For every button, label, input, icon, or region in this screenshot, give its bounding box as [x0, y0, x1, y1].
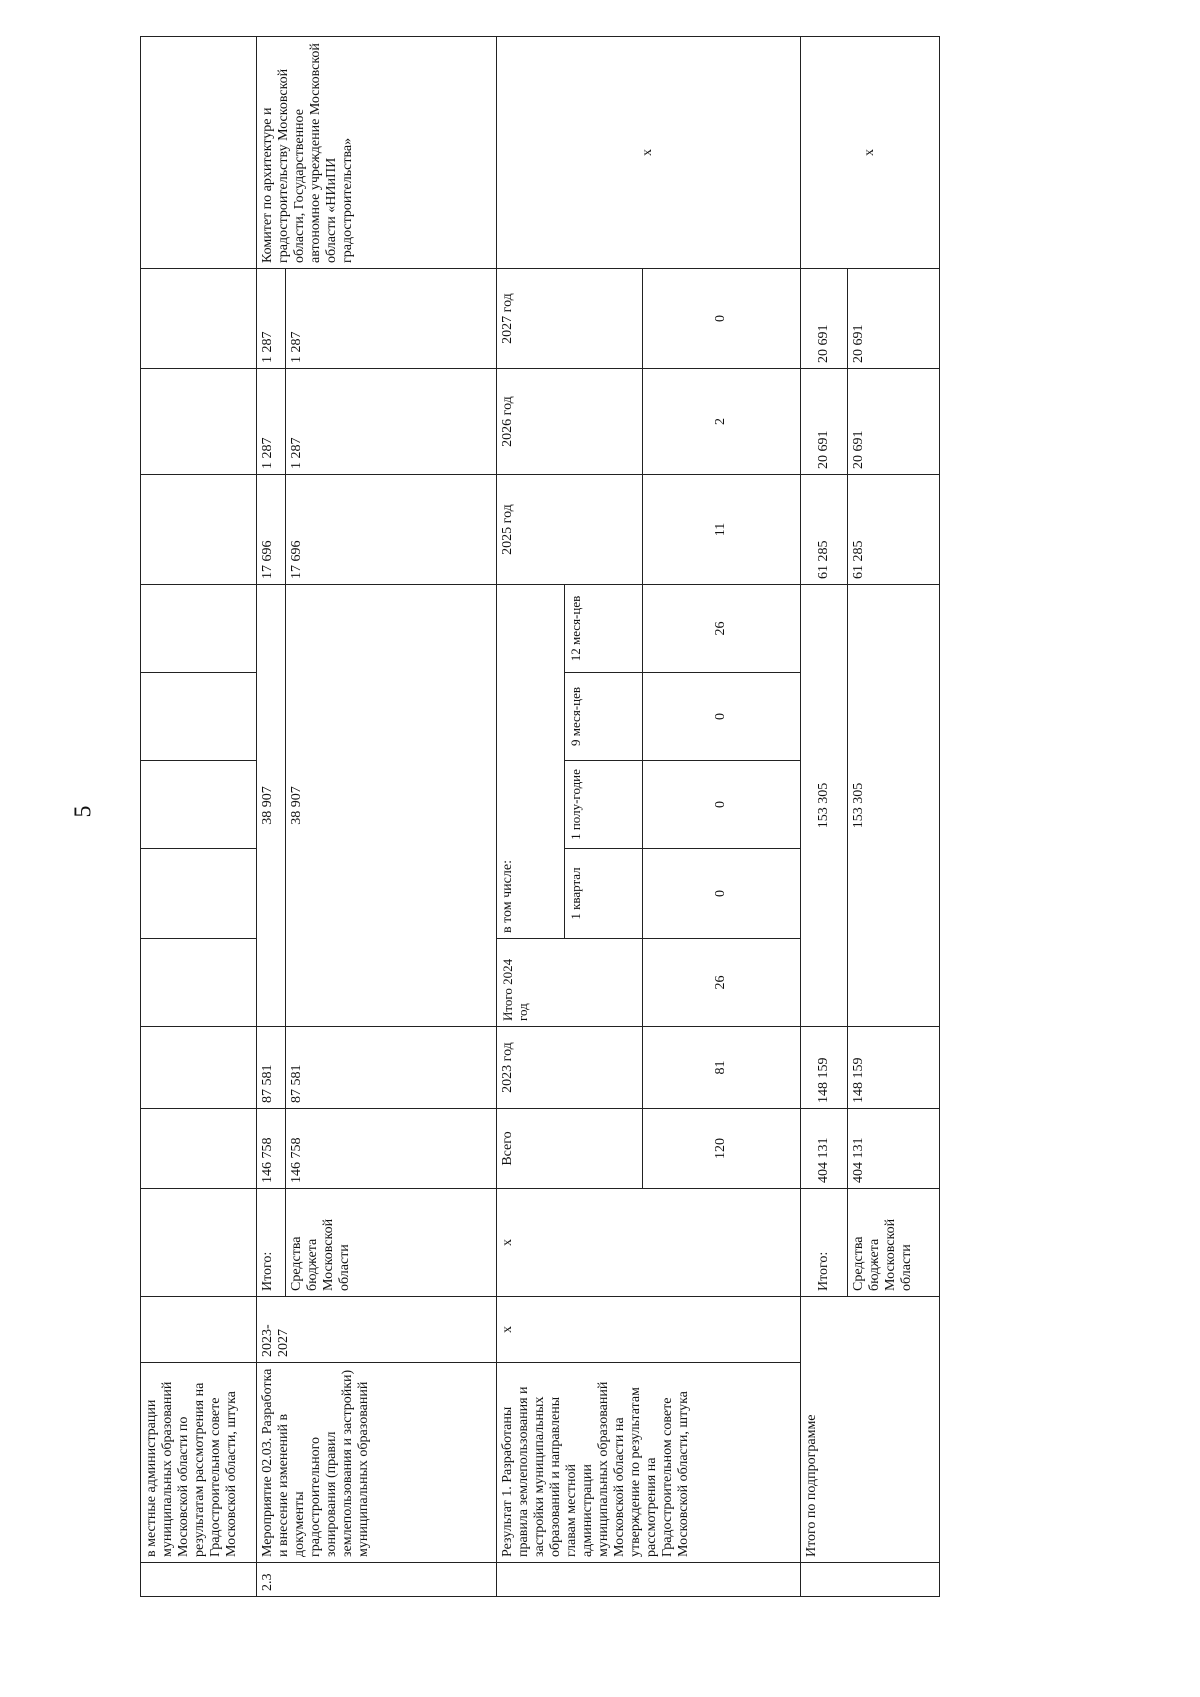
sub-itogo-2023: 148 159 — [800, 1027, 847, 1109]
hdr-2023: 2023 год — [497, 1027, 643, 1109]
result-header-row-1 — [497, 37, 564, 1597]
itogo-2025: 17 696 — [256, 475, 285, 585]
subprogram-source-label: Средства бюджета Московской области — [847, 1189, 939, 1297]
val-m12: 26 — [643, 585, 800, 673]
source-2025: 17 696 — [285, 475, 496, 585]
hdr-itogo-2024: Итого 2024 год — [497, 939, 643, 1027]
hdr-2026: 2026 год — [497, 369, 643, 475]
sub-source-2026: 20 691 — [847, 369, 939, 475]
val-2025: 11 — [643, 475, 800, 585]
hdr-q1: 1 квартал — [564, 849, 643, 939]
result-source: х — [497, 1189, 800, 1297]
val-itogo-2024: 26 — [643, 939, 800, 1027]
measure-title: Мероприятие 02.03. Разработка и внесение изменений в документы градостроительного зонирования (правил землепользования и застройки) муниципальных образований — [256, 1363, 496, 1563]
hdr-total: Всего — [497, 1109, 643, 1189]
cell-continuation-text: в местные администрации муниципальных образований Московской области по результатам рассмотрения на Градостроительном совете Московской области, штука — [141, 1363, 257, 1563]
itogo-2026: 1 287 — [256, 369, 285, 475]
hdr-m9: 9 меся-цев — [564, 673, 643, 761]
subprogram-executor: х — [800, 37, 939, 269]
subprogram-itogo-row — [800, 37, 847, 1597]
period: 2023-2027 — [256, 1297, 496, 1363]
result-period: х — [497, 1297, 800, 1363]
subprogram-itogo-label: Итого: — [800, 1189, 847, 1297]
sub-itogo-2026: 20 691 — [800, 369, 847, 475]
sub-source-2023: 148 159 — [847, 1027, 939, 1109]
executor: Комитет по архитектуре и градостроительству Московской области, Государственное автономное учреждение Московской области «НИиПИ градостроительства» — [256, 37, 496, 269]
itogo-2023: 87 581 — [256, 1027, 285, 1109]
sub-itogo-total: 404 131 — [800, 1109, 847, 1189]
source-label: Средства бюджета Московской области — [285, 1189, 496, 1297]
val-total: 120 — [643, 1109, 800, 1189]
row-number: 2.3 — [256, 1563, 496, 1597]
val-2026: 2 — [643, 369, 800, 475]
val-h1: 0 — [643, 761, 800, 849]
source-2026: 1 287 — [285, 369, 496, 475]
hdr-m12: 12 меся-цев — [564, 585, 643, 673]
sub-itogo-2027: 20 691 — [800, 269, 847, 369]
sub-source-2024: 153 305 — [847, 585, 939, 1027]
sub-source-2027: 20 691 — [847, 269, 939, 369]
source-2027: 1 287 — [285, 269, 496, 369]
hdr-h1: 1 полу-годие — [564, 761, 643, 849]
val-q1: 0 — [643, 849, 800, 939]
source-total: 146 758 — [285, 1109, 496, 1189]
page-number: 5 — [70, 805, 97, 818]
source-2023: 87 581 — [285, 1027, 496, 1109]
itogo-label: Итого: — [256, 1189, 285, 1297]
itogo-2024: 38 907 — [256, 585, 285, 1027]
hdr-2027: 2027 год — [497, 269, 643, 369]
val-2027: 0 — [643, 269, 800, 369]
sub-itogo-2025: 61 285 — [800, 475, 847, 585]
sub-source-2025: 61 285 — [847, 475, 939, 585]
itogo-2027: 1 287 — [256, 269, 285, 369]
subprogram-label: Итого по подпрограмме — [800, 1297, 939, 1563]
row-23-itogo — [256, 37, 285, 1597]
rotated-table-container — [140, 37, 940, 1597]
itogo-total: 146 758 — [256, 1109, 285, 1189]
hdr-2025: 2025 год — [497, 475, 643, 585]
sub-source-total: 404 131 — [847, 1109, 939, 1189]
cell-empty — [141, 1563, 257, 1597]
result-title: Результат 1. Разработаны правила землепользования и застройки муниципальных образований и направлены главам местной администрации муниципальных образований Московской области на утверждение по результатам рассмотрения на Градостроительном совете Московской области, штука — [497, 1363, 800, 1563]
result-executor: х — [497, 37, 800, 269]
val-m9: 0 — [643, 673, 800, 761]
val-2023: 81 — [643, 1027, 800, 1109]
source-2024: 38 907 — [285, 585, 496, 1027]
sub-itogo-2024: 153 305 — [800, 585, 847, 1027]
hdr-in-that: в том числе: — [497, 585, 564, 939]
row-continuation — [141, 37, 257, 1597]
budget-table — [140, 36, 940, 1597]
